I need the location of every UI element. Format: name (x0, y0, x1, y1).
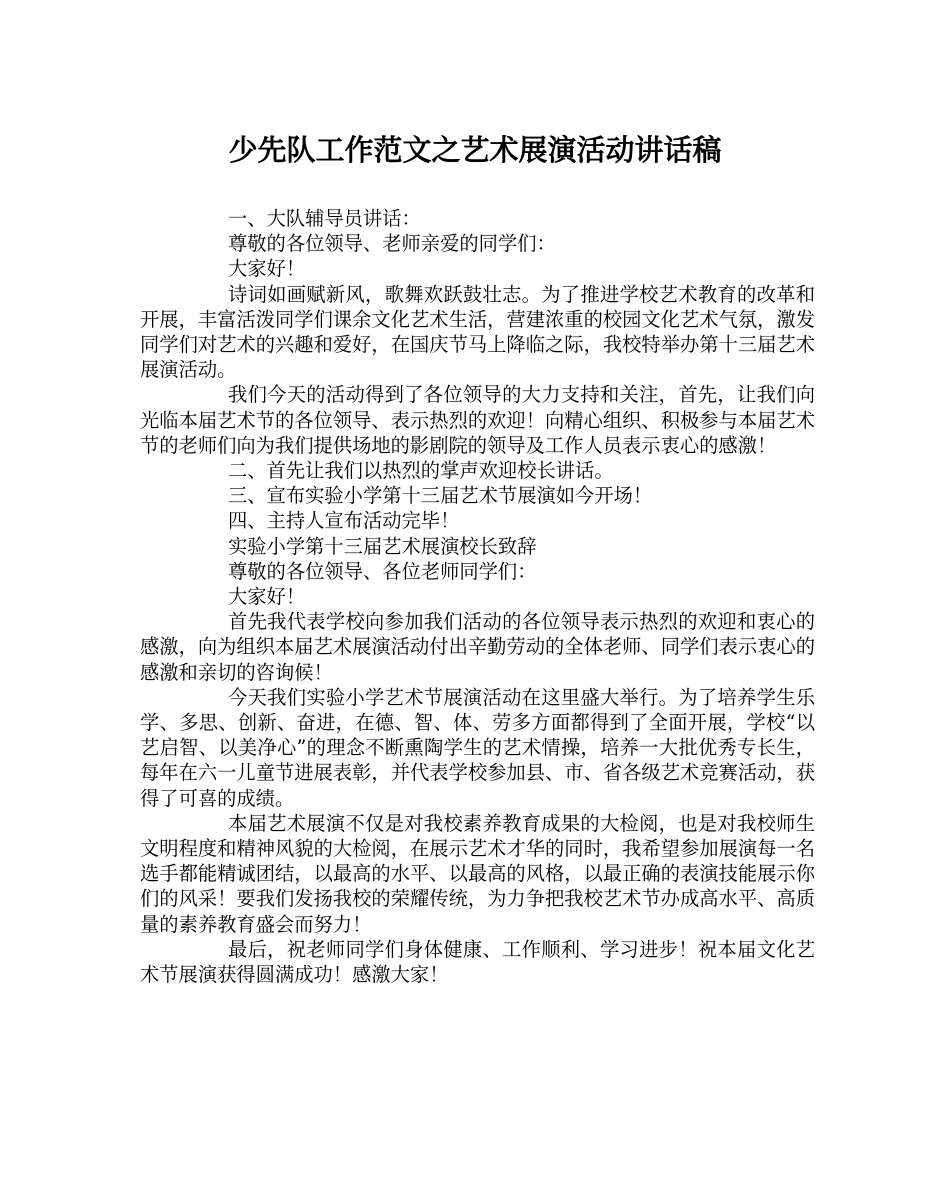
paragraph-7: 三、宣布实验小学第十三届艺术节展演如今开场！ (228, 484, 653, 508)
document-body (140, 206, 815, 987)
paragraph-4: 诗词如画赋新风，歌舞欢跃鼓壮志。为了推进学校艺术教育的改革和开展，丰富活泼同学们课余文化艺术生活，营建浓重的校园文化艺术气氛，激发同学们对艺术的兴趣和爱好，在国庆节马上降临之际，我校特举办第十三届艺术展演活动。 (140, 282, 815, 382)
paragraph-5: 我们今天的活动得到了各位领导的大力支持和关注，首先，让我们向光临本届艺术节的各位领导、表示热烈的欢迎！向精心组织、积极参与本届艺术节的老师们向为我们提供场地的影剧院的领导及工作人员表示衷心的感激！ (140, 383, 815, 457)
document-title: 少先队工作范文之艺术展演活动讲话稿 (228, 133, 722, 167)
paragraph-12: 首先我代表学校向参加我们活动的各位领导表示热烈的欢迎和衷心的感激，向为组织本届艺术展演活动付出辛勤劳动的全体老师、同学们表示衷心的感激和亲切的咨询候！ (140, 610, 815, 684)
paragraph-6: 二、首先让我们以热烈的掌声欢迎校长讲话。 (228, 459, 614, 483)
paragraph-2: 尊敬的各位领导、老师亲爱的同学们： (228, 232, 556, 256)
paragraph-14: 本届艺术展演不仅是对我校素养教育成果的大检阅，也是对我校师生文明程度和精神风貌的大检阅，在展示艺术才华的同时，我希望参加展演每一名选手都能精诚团结，以最高的水平、以最高的风格，以最正确的表演技能展示你们的风采！要我们发扬我校的荣耀传统，为力争把我校艺术节办成高水平、高质量的素养教育盛会而努力！ (140, 811, 815, 936)
paragraph-15: 最后，祝老师同学们身体健康、工作顺利、学习进步！祝本届文化艺术节展演获得圆满成功！感激大家！ (140, 937, 815, 987)
paragraph-8: 四、主持人宣布活动完毕！ (228, 509, 460, 533)
paragraph-9: 实验小学第十三届艺术展演校长致辞 (228, 534, 537, 558)
paragraph-13: 今天我们实验小学艺术节展演活动在这里盛大举行。为了培养学生乐学、多思、创新、奋进，在德、智、体、劳多方面都得到了全面开展，学校“以艺启智、以美净心”的理念不断熏陶学生的艺术情操，培养一大批优秀专长生，每年在六一儿童节进展表彰，并代表学校参加县、市、省各级艺术竞赛活动，获得了可喜的成绩。 (140, 685, 815, 810)
paragraph-10: 尊敬的各位领导、各位老师同学们： (228, 559, 537, 583)
paragraph-3: 大家好！ (228, 257, 306, 281)
paragraph-11: 大家好！ (228, 585, 306, 609)
paragraph-1: 一、大队辅导员讲话： (228, 207, 421, 230)
